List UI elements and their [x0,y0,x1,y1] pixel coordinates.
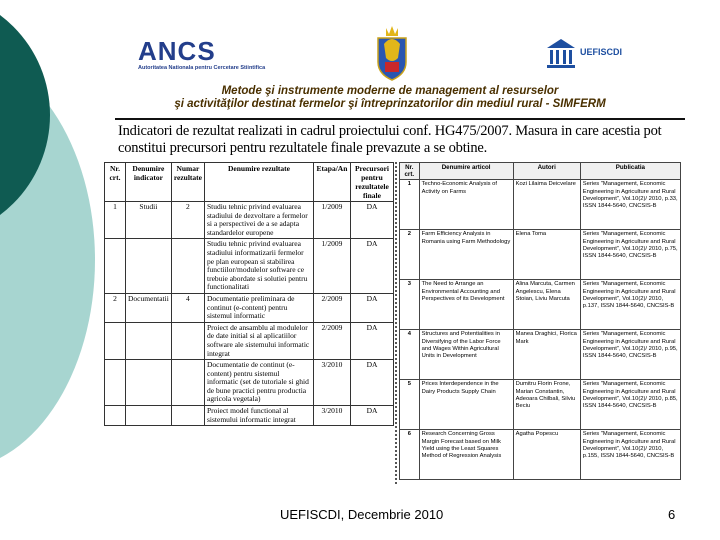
cell-nr [105,406,126,426]
cell-autori: Elena Toma [513,230,580,280]
romania-coat-of-arms-icon [372,24,412,82]
cell-articol: The Need to Arrange an Environmental Accounting and Perspectives of its Development [419,280,513,330]
cell-numar [171,239,204,294]
col-header-rezultate: Denumire rezultate [205,163,314,202]
table-row [400,380,681,430]
cell-indicator [125,239,171,294]
cell-publicatia: Series "Management, Economic Engineering in Agriculture and Rural Development", Vol.10(2)/ 2010, p.137, ISSN 1844-5640, CNCSIS-B [580,280,680,330]
cell-etapa: 2/2009 [313,293,350,322]
uefiscdi-logo-word: UEFISCDI [580,47,623,57]
cell-etapa: 1/2009 [313,202,350,239]
col-header-nr: Nr. crt. [400,163,420,180]
col-header-indicator: Denumire indicator [125,163,171,202]
table-header-row [105,163,394,202]
cell-precursor: DA [350,360,393,406]
cell-indicator: Studii [125,202,171,239]
cell-precursor: DA [350,406,393,426]
cell-autori: Alina Marcuta, Carmen Angelescu, Elena Stoian, Liviu Marcuta [513,280,580,330]
uefiscdi-building-icon [545,36,577,70]
cell-indicator [125,322,171,359]
cell-precursor: DA [350,293,393,322]
footer-text: UEFISCDI, Decembrie 2010 [280,507,444,522]
table-row [400,430,681,480]
cell-precursor: DA [350,322,393,359]
col-header-publicatia: Publicatia [580,163,680,180]
page-number: 6 [668,507,676,522]
table-row [105,406,394,426]
cell-autori: Kozi Lilaima Deicvelare [513,180,580,230]
cell-publicatia: Series "Management, Economic Engineering in Agriculture and Rural Development", Vol.10(2)/ 2010, p.155, ISSN 1844-5640, CNCSIS-B [580,430,680,480]
table-row [400,280,681,330]
cell-indicator [125,360,171,406]
cell-nr [105,360,126,406]
cell-autori: Manea Draghici, Florica Mark [513,330,580,380]
intro-paragraph: Indicatori de rezultat realizati in cadrul proiectului conf. HG475/2007. Masura in care acestia pot constitui precursori pentru rezultatele finale prevazute a se obtine. [118,123,662,156]
cell-nr: 5 [400,380,420,430]
cell-precursor: DA [350,202,393,239]
table-row [105,202,394,239]
col-header-autori: Autori [513,163,580,180]
cell-rezultat: Proiect de ansamblu al modulelor de date initial si al aplicatiilor software ale sistemului informatic integrat [205,322,314,359]
cell-precursor: DA [350,239,393,294]
ancs-logo [138,36,268,72]
cell-rezultat: Documentatie de continut (e-content) pentru sistemul informatic (set de tutoriale si ghid de bune practici pentru productia agricola vegetala) [205,360,314,406]
cell-publicatia: Series "Management, Economic Engineering in Agriculture and Rural Development", Vol.10(2)/ 2010, p.75, ISSN 1844-5640, CNCSIS-B [580,230,680,280]
table-row [105,239,394,294]
cell-etapa: 2/2009 [313,322,350,359]
project-subtitle [150,85,630,111]
cell-articol: Techno-Economic Analysis of Activity on Farms [419,180,513,230]
table-row [105,360,394,406]
cell-publicatia: Series "Management, Economic Engineering in Agriculture and Rural Development", Vol.10(2)/ 2010, p.33, ISSN 1844-5640, CNCSIS-B [580,180,680,230]
cell-numar [171,322,204,359]
cell-rezultat: Proiect model functional al sistemului informatic integrat [205,406,314,426]
col-header-precursori: Precursori pentru rezultatele finale [350,163,393,202]
cell-numar: 2 [171,202,204,239]
table-header-row [400,163,681,180]
cell-articol: Prices Interdependence in the Dairy Products Supply Chain [419,380,513,430]
table-row [400,230,681,280]
cell-nr: 3 [400,280,420,330]
cell-nr: 1 [105,202,126,239]
ancs-logo-subtitle: Autoritatea Nationala pentru Cercetare Stiintifica [138,65,266,71]
cell-articol: Farm Efficiency Analysis in Romania using Farm Methodology [419,230,513,280]
cell-numar: 4 [171,293,204,322]
cell-etapa: 1/2009 [313,239,350,294]
cell-rezultat: Studiu tehnic privind evaluarea stadiului informatizarii fermelor pe plan european si stabilirea functiilor/modulelor software ce trebuie abordate si solutiei pentru functionalitati [205,239,314,294]
table-row [400,180,681,230]
ancs-logo-word: ANCS [138,36,216,66]
subtitle-line-1: Metode şi instrumente moderne de management al resurselor [221,85,559,97]
col-header-etapa: Etapa/An [313,163,350,202]
cell-articol: Structures and Potentialities in Diversifying of the Labor Force and Wages Within Agricultural Units in Development [419,330,513,380]
cell-rezultat: Documentatie preliminara de continut (e-content) pentru sistemul informatic [205,293,314,322]
divider [115,118,685,120]
cell-publicatia: Series "Management, Economic Engineering in Agriculture and Rural Development", Vol.10(2)/ 2010, p.85, ISSN 1844-5640, CNCSIS-B [580,380,680,430]
subtitle-line-2: şi activităţilor destinat fermelor şi întreprinzatorilor din mediul rural - SIMFERM [174,98,606,110]
table-row [400,330,681,380]
cell-etapa: 3/2010 [313,406,350,426]
cell-autori: Agatha Popescu [513,430,580,480]
cell-autori: Dumitru Florin Frone, Marian Constantin, Adeoara Chilbali, Silviu Beciu [513,380,580,430]
cell-rezultat: Studiu tehnic privind evaluarea stadiului de dezvoltare a fermelor si a perspectivei de a se adapta standardelor europene [205,202,314,239]
cell-nr: 2 [400,230,420,280]
cell-indicator: Documentatii [125,293,171,322]
cell-nr [105,239,126,294]
col-header-nr: Nr. crt. [105,163,126,202]
cell-nr: 1 [400,180,420,230]
cell-numar [171,406,204,426]
cell-publicatia: Series "Management, Economic Engineering in Agriculture and Rural Development", Vol.10(2)/ 2010, p.95, ISSN 1844-5640, CNCSIS-B [580,330,680,380]
cell-nr: 2 [105,293,126,322]
cell-etapa: 3/2010 [313,360,350,406]
col-header-articol: Denumire articol [419,163,513,180]
cell-nr: 6 [400,430,420,480]
cell-nr [105,322,126,359]
table-row [105,293,394,322]
articles-table [399,162,681,480]
table-row [105,322,394,359]
cell-nr: 4 [400,330,420,380]
cell-articol: Research Concerning Gross Margin Forecast based on Milk Yield using the Least Squares Method of Regression Analysis [419,430,513,480]
cell-numar [171,360,204,406]
column-separator [395,162,397,484]
results-indicators-table [104,162,394,426]
col-header-numar: Numar rezultate [171,163,204,202]
uefiscdi-logo [545,34,650,74]
cell-indicator [125,406,171,426]
